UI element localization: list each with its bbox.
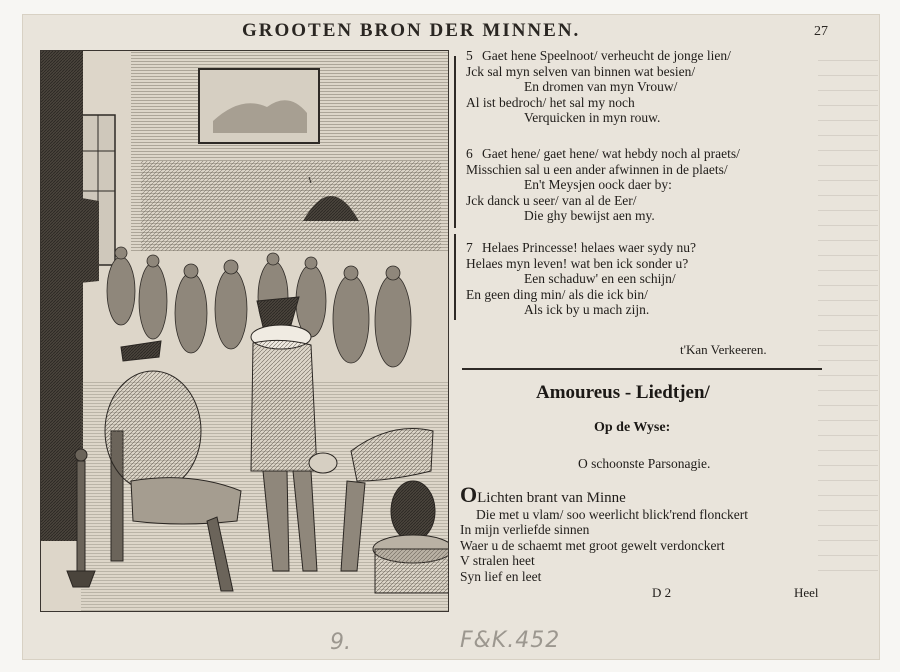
page-header xyxy=(0,18,900,48)
servant-figure xyxy=(341,429,448,594)
verse-line: V stralen heet xyxy=(460,553,535,568)
column-rule-3 xyxy=(454,234,456,320)
catchword: Heel xyxy=(794,585,819,600)
verse-line: Een schaduw' en een schijn/ xyxy=(524,271,676,286)
show-through-text xyxy=(818,60,878,580)
column-rule-1 xyxy=(454,56,456,148)
verse-line: Die ghy bewijst aen my. xyxy=(524,208,655,223)
verse-line: Gaet hene/ gaet hene/ wat hebdy noch al praets/ xyxy=(482,146,740,161)
verse-line: Helaes myn leven! wat ben ick sonder u? xyxy=(466,255,689,271)
verse-line: Gaet hene Speelnoot/ verheucht de jonge lien/ xyxy=(482,48,731,63)
verse-line: En't Meysjen oock daer by: xyxy=(524,177,672,192)
verse-line: En geen ding min/ als die ick bin/ xyxy=(466,286,648,302)
verse-line: Helaes Princesse! helaes waer sydy nu? xyxy=(482,240,697,255)
song-verse xyxy=(460,482,748,584)
motto-signature: t'Kan Verkeeren. xyxy=(680,342,767,357)
tune-label: Op de Wyse: xyxy=(594,420,671,435)
verse-line: Verquicken in myn rouw. xyxy=(524,110,661,125)
verse-line: Die met u vlam/ soo weerlicht blick'rend flonckert xyxy=(476,506,748,522)
verse-line: Al ist bedroch/ het sal my noch xyxy=(466,94,635,110)
drop-capital: O xyxy=(460,482,478,507)
column-rule-2 xyxy=(454,148,456,228)
verse-5 xyxy=(466,48,731,126)
song-title: Amoureus - Liedtjen/ xyxy=(536,382,710,403)
pencil-reference: F&K.452 xyxy=(460,628,561,653)
verse-number: 5 xyxy=(466,48,473,63)
verse-line: En dromen van myn Vrouw/ xyxy=(524,79,678,94)
verse-line: Misschien sal u een ander afwinnen in de plaets/ xyxy=(466,161,728,177)
verse-6 xyxy=(466,146,740,224)
verse-line: Als ick by u mach zijn. xyxy=(524,302,650,317)
running-title: GROOTEN BRON DER MINNEN. xyxy=(242,20,581,41)
verse-line: In mijn verliefde sinnen xyxy=(460,522,590,537)
verse-line: Jck sal myn selven van binnen wat besien/ xyxy=(466,63,696,79)
verse-line: Waer u de schaemt met groot gewelt verdonckert xyxy=(460,537,725,553)
pencil-number: 9. xyxy=(330,630,351,655)
engraving-image xyxy=(41,51,448,611)
verse-number: 6 xyxy=(466,146,473,161)
verse-7 xyxy=(466,240,696,318)
page-number: 27 xyxy=(814,24,828,39)
verse-line: Syn lief en leet xyxy=(460,568,542,584)
engraving-illustration xyxy=(40,50,449,612)
verse-line: Jck danck u seer/ van al de Eer/ xyxy=(466,192,637,208)
signature-mark: D 2 xyxy=(652,585,672,600)
verse-line: Lichten brant van Minne xyxy=(477,490,626,506)
verse-number: 7 xyxy=(466,240,473,255)
section-rule xyxy=(462,368,822,370)
tune-name: O schoonste Parsonagie. xyxy=(578,456,711,471)
